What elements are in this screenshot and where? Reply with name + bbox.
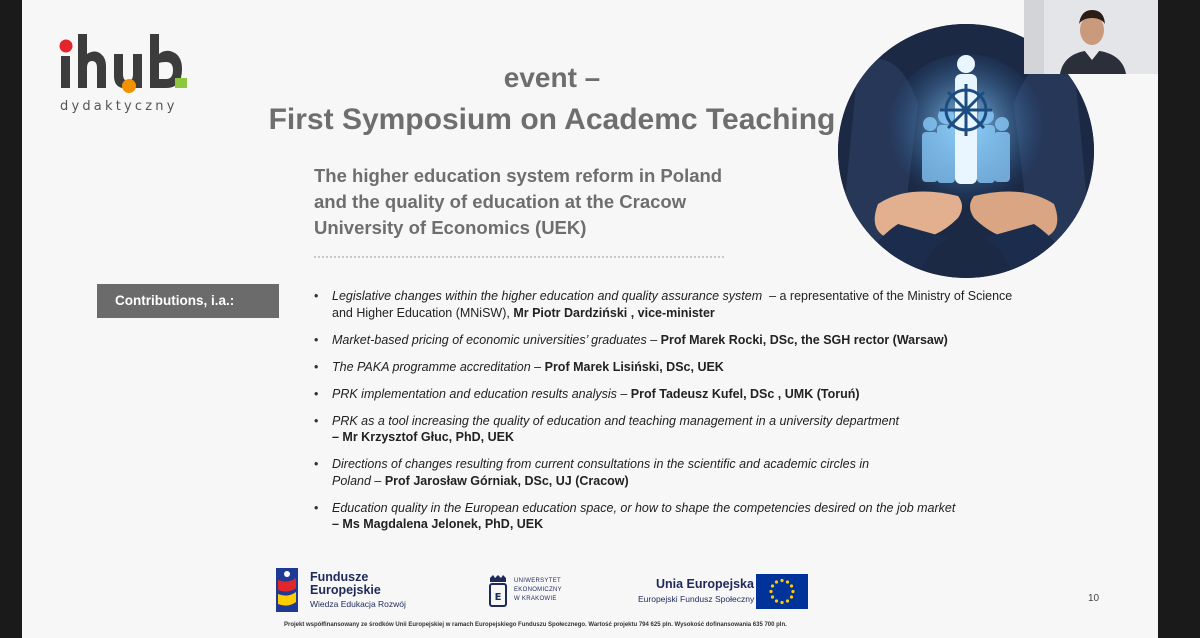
logo-subtitle: dydaktyczny [60, 99, 178, 114]
list-item: • PRK as a tool increasing the quality of education and teaching management in a university department – Mr Krzysztof Głuc, PhD, UEK [314, 413, 1014, 446]
uek-line-1: UNIWERSYTET [514, 578, 561, 584]
contributions-label: Contributions, i.a.: [97, 284, 279, 318]
webcam-participant-icon[interactable] [1024, 0, 1158, 74]
list-item: • Legislative changes within the higher education and quality assurance system – a representative of the Ministry of Science and Higher Education (MNiSW), Mr Piotr Dardziński , vice-minister [314, 288, 1014, 321]
dotted-divider [314, 256, 724, 258]
list-item: • PRK implementation and education results analysis – Prof Tadeusz Kufel, DSc , UMK (Toruń) [314, 386, 1014, 403]
list-item: • The PAKA programme accreditation – Prof Marek Lisiński, DSc, UEK [314, 359, 1014, 376]
svg-text:E: E [494, 592, 502, 603]
contributions-list [314, 288, 1014, 543]
page-number: 10 [1088, 593, 1100, 604]
uek-emblem-icon [487, 574, 509, 608]
list-item: • Directions of changes resulting from current consultations in the scientific and academic circles in Poland – Prof Jarosław Górniak, DSc, UJ (Cracow) [314, 456, 894, 489]
slide-title-line-1: event – [503, 62, 601, 93]
eu-label-line-2: Europejski Fundusz Społeczny [638, 594, 755, 604]
presentation-slide [22, 0, 1158, 638]
list-item: • Market-based pricing of economic universities’ graduates – Prof Marek Rocki, DSc, the SGH rector (Warsaw) [314, 332, 1014, 349]
eu-flag-icon [756, 574, 808, 609]
list-item: • Education quality in the European education space, or how to shape the competencies desired on the job market – Ms Magdalena Jelonek, PhD, UEK [314, 500, 1014, 533]
fe-logo-line-2: Europejskie [310, 583, 381, 597]
eu-label-line-1: Unia Europejska [656, 577, 754, 591]
funding-footnote: Projekt współfinansowany ze środków Unii Europejskiej w ramach Europejskiego Funduszu Społecznego. Wartość projektu 794 625 pln. Wysokość dofinansowania 635 700 pln. [284, 622, 787, 628]
uek-line-2: EKONOMICZNY [514, 587, 562, 593]
fe-logo-line-1: Fundusze [310, 570, 369, 584]
slide-title-line-2: First Symposium on Academc Teaching [268, 103, 836, 136]
slide-subtitle: The higher education system reform in Poland and the quality of education at the Cracow University of Economics (UEK) [314, 165, 723, 238]
fe-logo-line-3: Wiedza Edukacja Rozwój [310, 599, 406, 609]
uek-line-3: W KRAKOWIE [514, 596, 557, 602]
